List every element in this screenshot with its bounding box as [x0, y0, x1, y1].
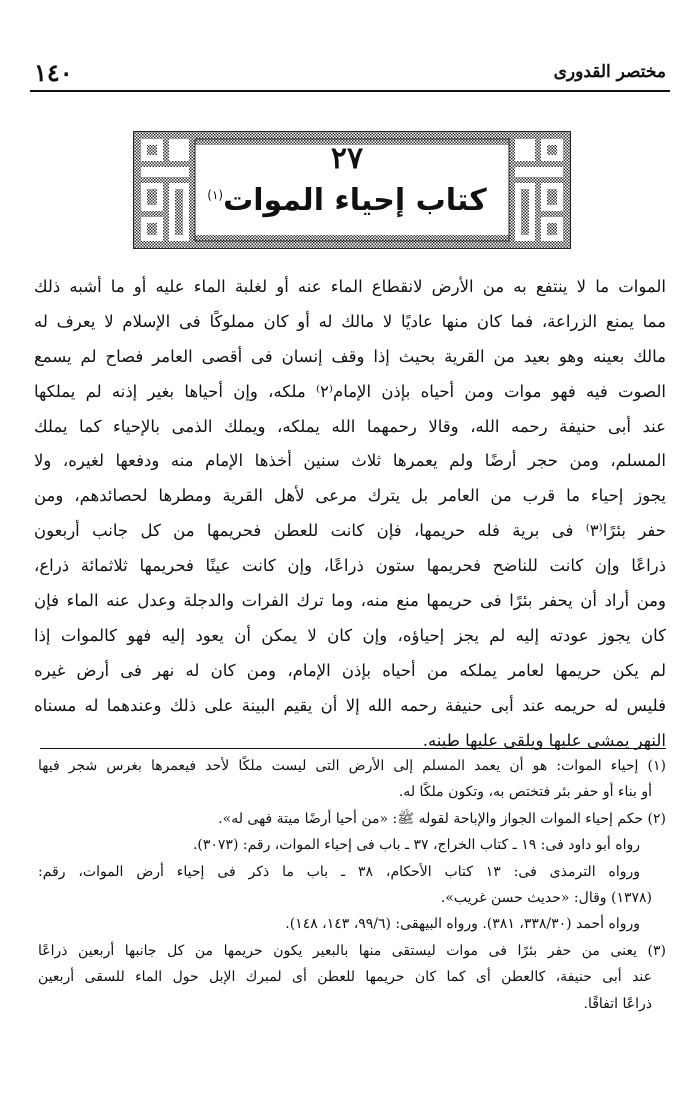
text-line: حفر بئرًا⁽٣⁾ فى برية فله حريمها، فإن كانت للعطن فحريمها من كل جانب أربعون	[34, 521, 666, 541]
text-line: عند أبى حنيفة رحمه الله، وقالا رحمهما الله يملكه، ويملك الذمى بالإحياء كما يملك	[34, 416, 666, 436]
chapter-number: ٢٧	[330, 141, 364, 176]
chapter-heading	[0, 183, 694, 218]
footnote-line: (٢) حكم إحياء الموات الجواز والإباحة لقوله ﷺ: «من أحيا أرضًا ميتة فهى له».	[218, 810, 666, 827]
text-line: المسلم، ومن حجر أرضًا ولم يعمرها ثلاث سنين أخذها الإمام منه ودفعها لغيره، ولا	[34, 451, 666, 471]
footnote-line: أو بناء أو حفر بئر فتختص به، وتكون ملكًا له.	[398, 784, 652, 801]
page-number: ١٤٠	[34, 58, 73, 87]
footnote-line: (١) إحياء الموات: هو أن يعمد المسلم إلى الأرض التى ليست ملكًا لأحد فيعمرها بغرس شجر فيها	[38, 758, 666, 774]
header-rule	[30, 90, 670, 92]
book-title: مختصر القدورى	[553, 62, 666, 82]
text-line: النهر يمشى عليها ويلقى عليها طينه.	[422, 730, 666, 750]
footnote-line: ورواه أحمد (٣٣٨/٣٠، ٣٨١). ورواه البيهقى: (٩٩/٦، ١٤٣، ١٤٨).	[285, 916, 640, 933]
chapter-title-text: كتاب إحياء الموات	[223, 183, 487, 218]
text-line: مالك بعينه وهو بعيد من القرية بحيث إذا وقف إنسان فى أقصى العامر فصاح لم يسمع	[34, 346, 666, 366]
text-line: مما يمنع الزراعة، فما كان منها عاديًا لا مالك له أو كان مملوكًا فى الإسلام لا يعرف له	[34, 311, 666, 331]
footnote-line: (١٣٧٨) وقال: «حديث حسن غريب».	[440, 889, 652, 906]
running-header	[30, 56, 670, 90]
text-line: الصوت فيه فهو موات ومن أحياه بإذن الإمام⁽٢⁾ ملكه، وإن أحياها بغير إذنه لم يملكها	[34, 381, 666, 401]
text-line: الموات ما لا ينتفع به من الأرض لانقطاع الماء عنه أو لغلبة الماء عليه أو ما أشبه ذلك	[34, 277, 666, 296]
footnote-line: ورواه الترمذى فى: ١٣ كتاب الأحكام، ٣٨ ـ باب ما ذكر فى إحياء أرض الموات، رقم:	[38, 863, 640, 880]
text-line: ومن أراد أن يحفر بئرًا فى حريمها منع منه، وما ترك الفرات والدجلة وعدل عنه الماء فإن	[34, 591, 666, 611]
footnote-line: رواه أبو داود فى: ١٩ ـ كتاب الخراج، ٣٧ ـ باب فى إحياء الموات، رقم: (٣٠٧٣).	[192, 837, 640, 854]
text-line: فليس له حريمه عند أبى حنيفة رحمه الله إلا أن يقيم البينة على ذلك وعندهما له مسناه	[34, 695, 666, 715]
text-line: كان يجوز عودته إليه لم يجز إحياؤه، وإن كان لا يمكن أن يعود إليه فهو كالموات إذا	[34, 625, 666, 645]
footnote-line: (٣) يعنى من حفر بئرًا فى موات ليستقى منها بالبعير يكون حريمها من كل جانبها أربعين ذراعًا	[38, 942, 666, 959]
text-line: لم يكن حريمها لعامر يملكه من أحياه بإذن الإمام، ومن كان له نهر فى أرض غيره	[34, 660, 666, 680]
footnote-line: عند أبى حنيفة، كالعطن أى كما كان حريمها للعطن أى لمبرك الإبل حول الماء للسقى أربعين	[38, 969, 652, 986]
text-line: ذراعًا وإن كانت للناضح فحريمها ستون ذراعًا، وإن كانت عينًا فحريمها ثلاثمائة ذراع،	[34, 556, 666, 576]
chapter-footnote-ref: (١)	[207, 188, 224, 202]
text-line: يجوز إحياء ما قرب من العامر بل يترك مرعى لأهل القرية ومطرها لحصائدهم، ومن	[34, 486, 666, 506]
main-text	[34, 270, 666, 758]
chapter-title	[197, 183, 496, 218]
footnote-separator	[40, 748, 666, 749]
footnotes	[38, 753, 666, 1017]
footnote-line: ذراعًا اتفاقًا.	[583, 995, 652, 1012]
